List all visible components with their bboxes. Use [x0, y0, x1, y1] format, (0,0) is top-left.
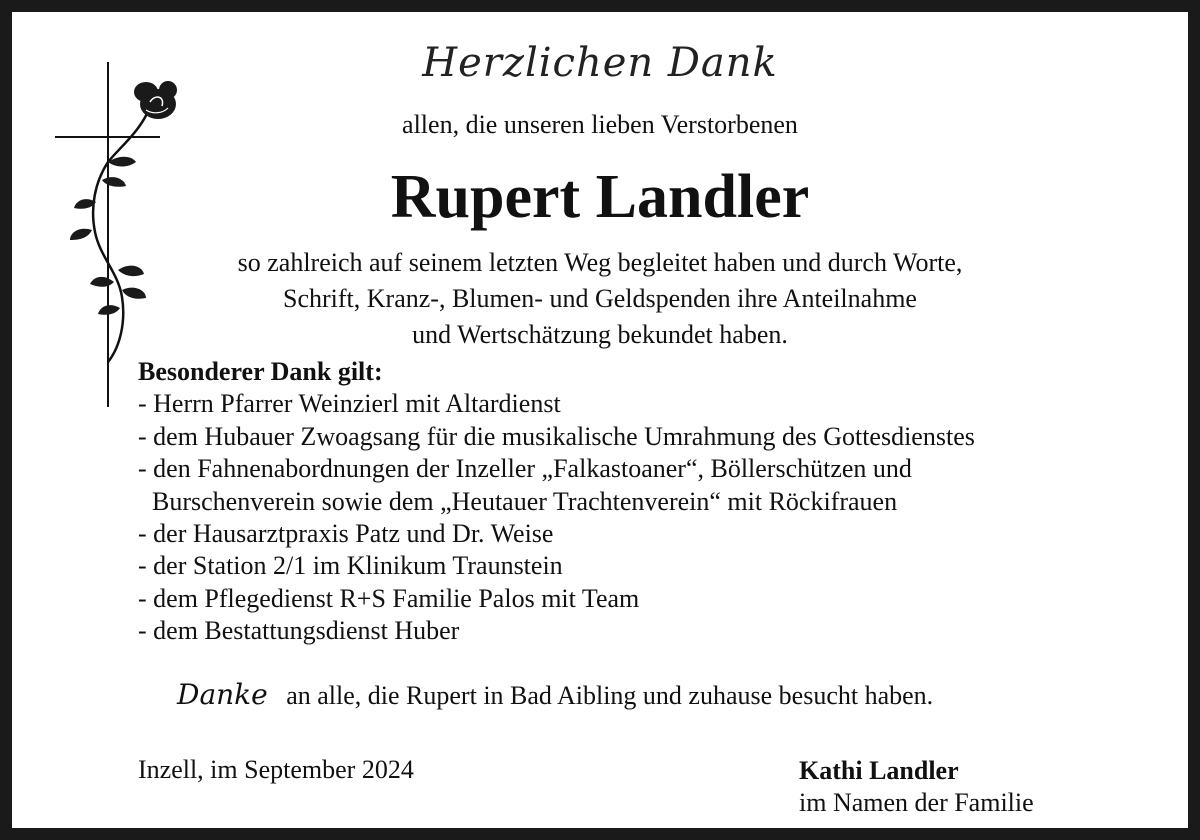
thanks-label: Besonderer Dank gilt: [138, 357, 383, 386]
thanks-item: - dem Hubauer Zwoagsang für die musikalische Umrahmung des Gottesdienstes [138, 421, 975, 451]
deceased-name: Rupert Landler [390, 163, 810, 231]
danke-line [177, 678, 933, 711]
heading: Herzlichen Dank [422, 40, 778, 86]
thanks-item: - dem Pflegedienst R+S Familie Palos mit Team [138, 583, 640, 613]
thanks-item: - der Hausarztpraxis Patz und Dr. Weise [138, 519, 554, 549]
signer-role: im Namen der Familie [799, 788, 1034, 817]
place-date: Inzell, im September 2024 [138, 755, 414, 784]
body-text [12, 245, 1188, 353]
intro-text: allen, die unseren lieben Verstorbenen [402, 110, 798, 139]
thanks-item: - Herrn Pfarrer Weinzierl mit Altardienst [138, 389, 561, 419]
thanks-item: - dem Bestattungsdienst Huber [138, 616, 460, 646]
thanks-item: - der Station 2/1 im Klinikum Traunstein [138, 551, 563, 581]
special-thanks [138, 356, 1168, 648]
thanks-item-continuation: Burschenverein sowie dem „Heutauer Trachtenverein“ mit Röckifrauen [152, 486, 898, 516]
danke-word: Danke [177, 678, 268, 711]
thanks-item: - den Fahnenabordnungen der Inzeller „Falkastoaner“, Böllerschützen und [138, 454, 912, 484]
notice-card [12, 12, 1188, 828]
signer-name: Kathi Landler [799, 756, 959, 785]
body-line: so zahlreich auf seinem letzten Weg begleitet haben und durch Worte, [237, 248, 963, 277]
signature-block [799, 755, 1034, 819]
danke-text: an alle, die Rupert in Bad Aibling und zuhause besucht haben. [286, 681, 934, 710]
body-line: und Wertschätzung bekundet haben. [412, 320, 788, 349]
body-line: Schrift, Kranz-, Blumen- und Geldspenden ihre Anteilnahme [283, 284, 917, 313]
